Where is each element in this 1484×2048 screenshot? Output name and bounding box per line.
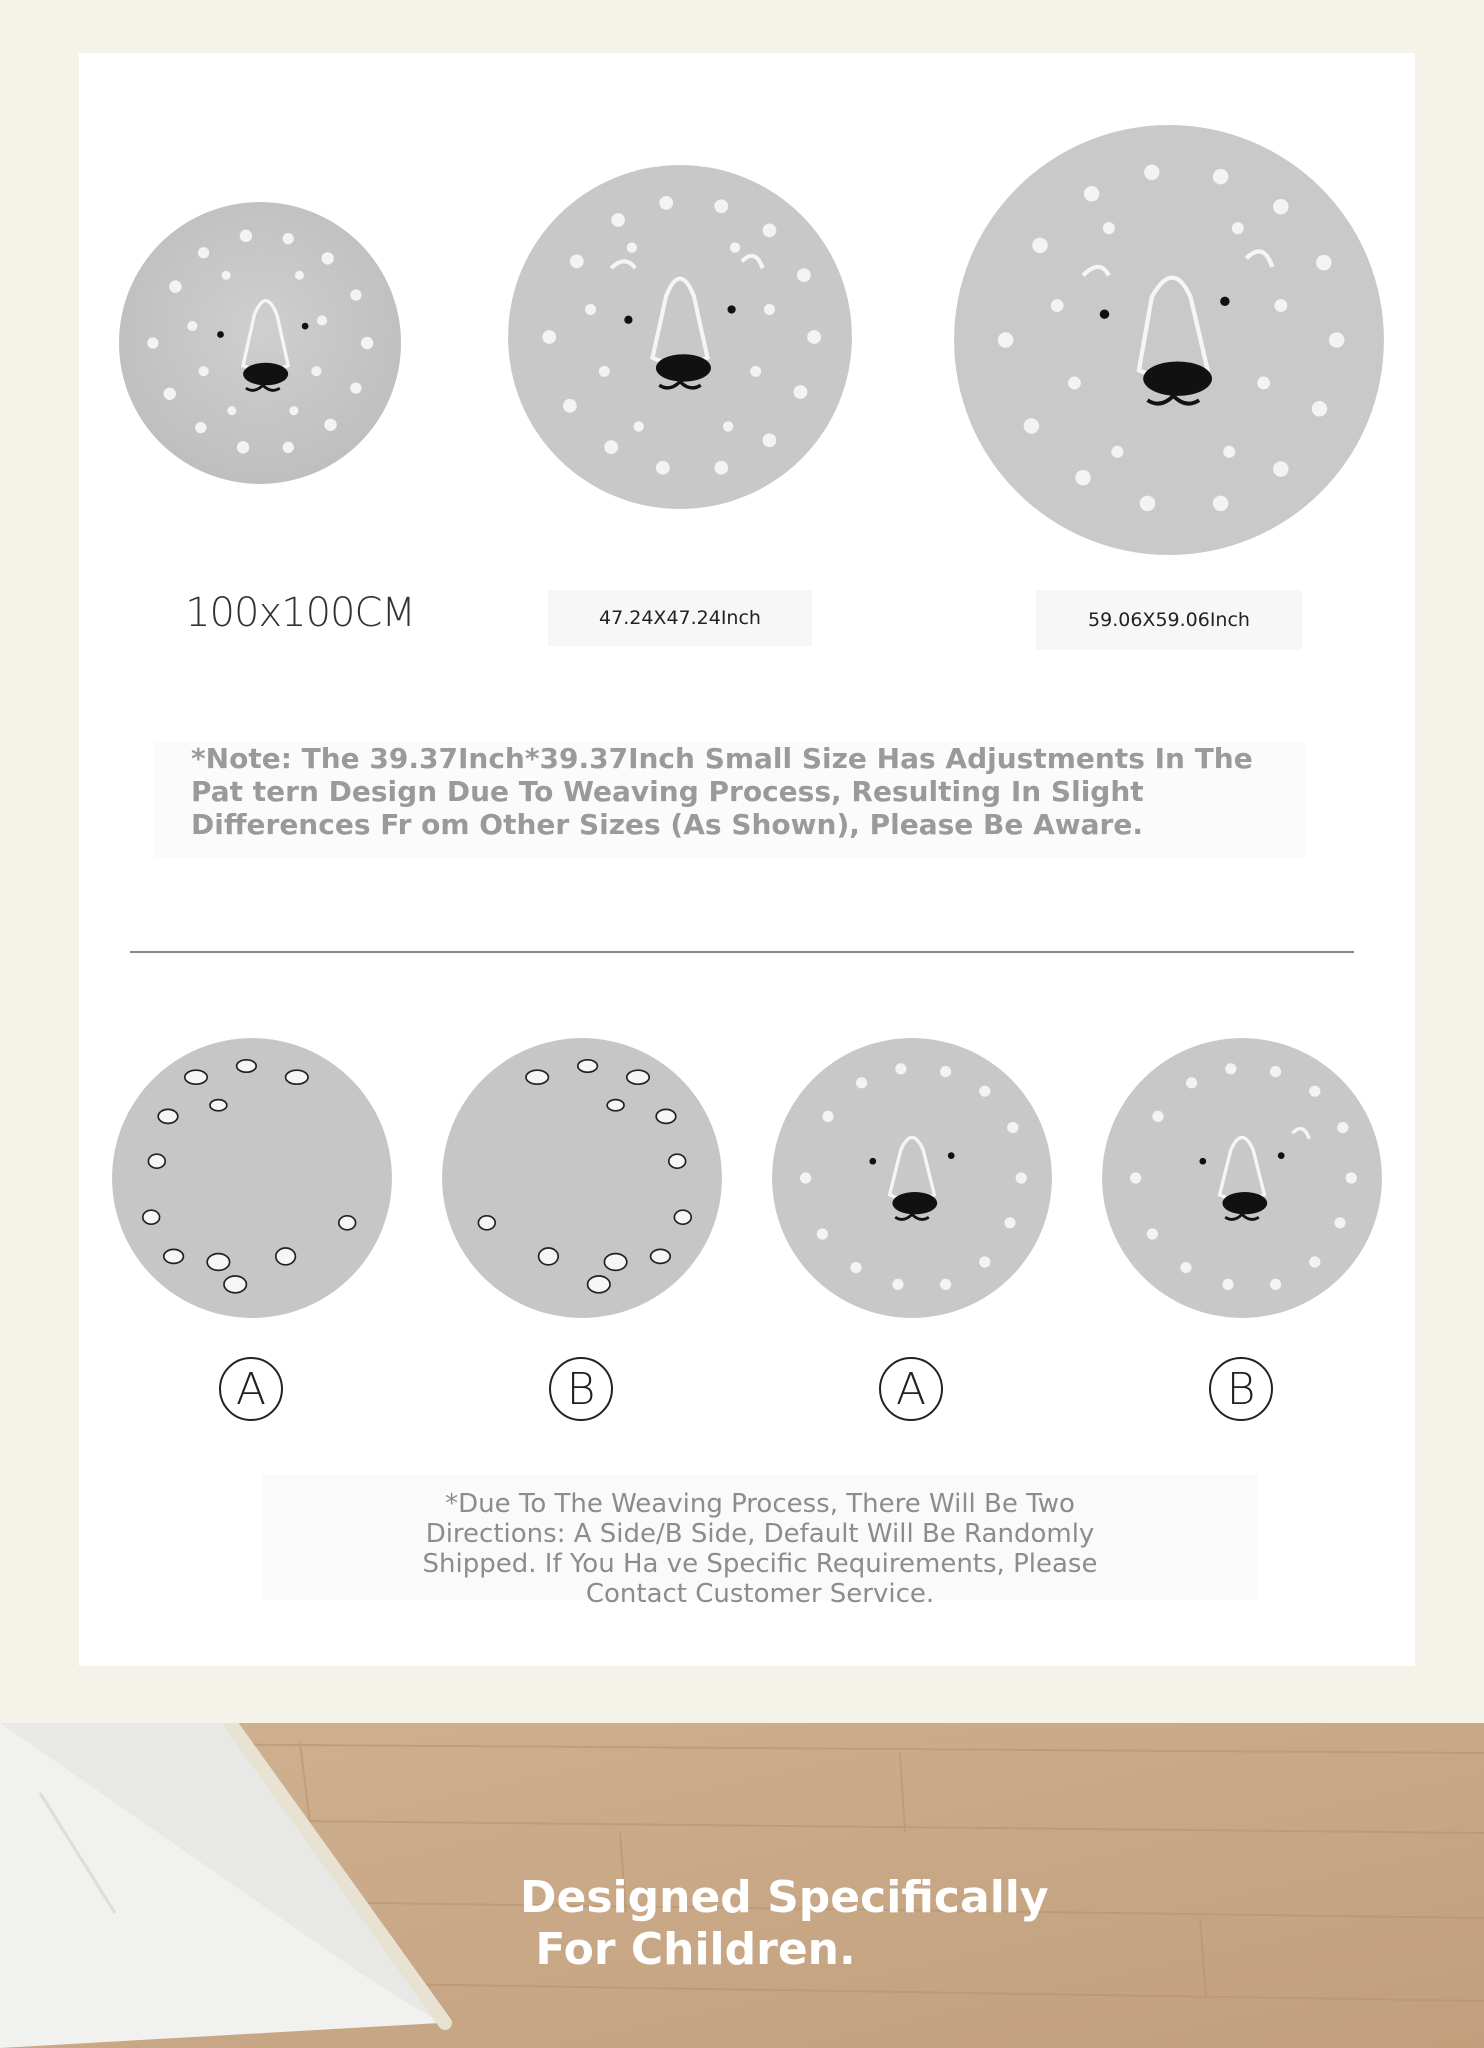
sheep-rug-graphic	[112, 1038, 392, 1318]
side-label-a-bear: A	[879, 1357, 943, 1421]
bear-rug-graphic	[772, 1038, 1052, 1318]
rug-sheep-side-a-image	[112, 1038, 392, 1318]
bear-rug-graphic	[117, 202, 403, 484]
sheep-rug-graphic	[442, 1038, 722, 1318]
size-label-small: 100x100CM	[185, 590, 415, 636]
bear-rug-graphic	[954, 124, 1384, 556]
rug-bear-side-a-image	[772, 1038, 1052, 1318]
banner-headline	[520, 1872, 1049, 1976]
lifestyle-photo-banner	[0, 1723, 1484, 2048]
rug-sheep-side-b-image	[442, 1038, 722, 1318]
rug-bear-small-image	[117, 202, 403, 484]
side-label-a-sheep: A	[219, 1357, 283, 1421]
side-label-b-bear: B	[1209, 1357, 1273, 1421]
rug-bear-side-b-image	[1102, 1038, 1382, 1318]
direction-note-text: *Due To The Weaving Process, There Will Be Two Directions: A Side/B Side, Default Will Be Randomly Shipped. If You Ha ve Specific Requirements, Please Contact Customer Service.	[422, 1489, 1098, 1609]
rug-bear-large-image	[954, 124, 1384, 556]
side-label-b-sheep: B	[549, 1357, 613, 1421]
section-divider	[130, 951, 1354, 953]
size-label-medium: 47.24X47.24Inch	[548, 590, 812, 646]
banner-headline-line1: Designed Specifically	[520, 1872, 1049, 1923]
size-label-large: 59.06X59.06Inch	[1036, 590, 1302, 650]
bear-rug-graphic	[1102, 1038, 1382, 1318]
rug-bear-medium-image	[508, 163, 852, 511]
bear-rug-graphic	[508, 163, 852, 511]
size-note-box	[155, 742, 1305, 858]
banner-headline-line2: For Children.	[520, 1924, 856, 1975]
size-note-text: *Note: The 39.37Inch*39.37Inch Small Size Has Adjustments In The Pat tern Design Due To Weaving Process, Resulting In Slight Differences Fr om Other Sizes (As Shown), Please Be Aware.	[191, 742, 1253, 841]
direction-note-box	[262, 1475, 1258, 1609]
